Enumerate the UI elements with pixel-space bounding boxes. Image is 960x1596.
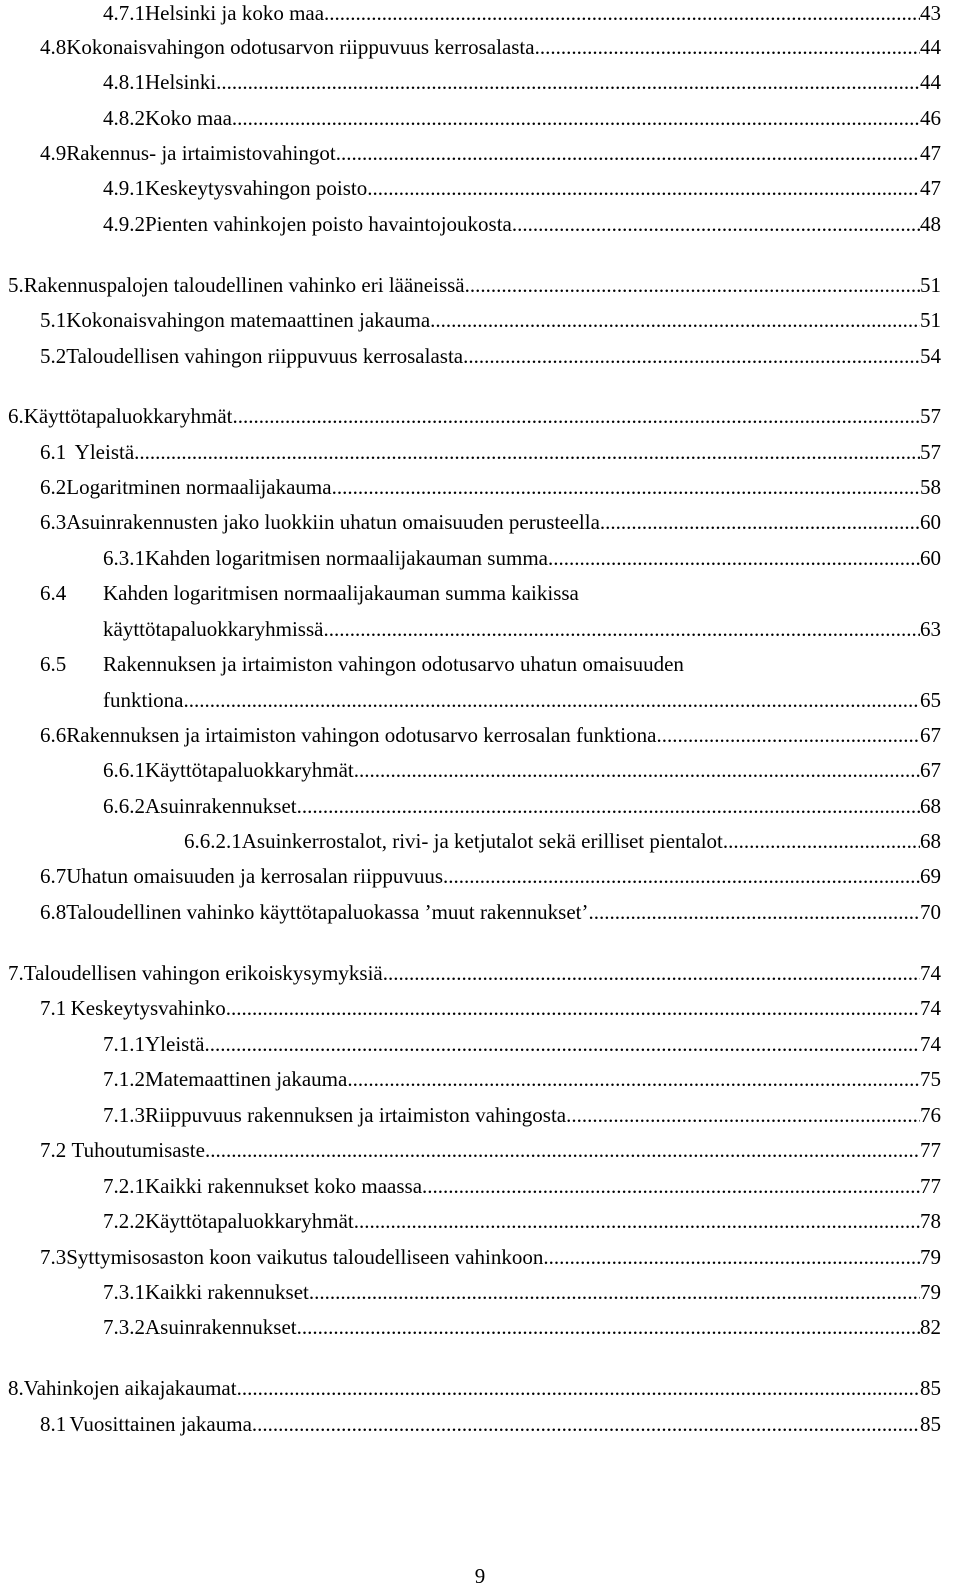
toc-entry [8, 960, 941, 986]
toc-entry [8, 1375, 941, 1401]
toc-entry-number: 7.2.2 [103, 1209, 145, 1233]
toc-entry-page: 74 [920, 1032, 941, 1056]
toc-leader-dots [465, 272, 920, 298]
toc-entry-number: 6.7 [40, 864, 67, 888]
toc-entry [103, 687, 941, 713]
toc-entry-title: Taloudellinen vahinko käyttötapaluokassa ’muut rakennukset’ [66, 900, 589, 924]
toc-entry [40, 439, 941, 465]
toc-entry-number: 5.2 [40, 344, 67, 368]
toc-entry-page: 63 [920, 617, 941, 641]
toc-entry-title: Uhatun omaisuuden ja kerrosalan riippuvuus [66, 864, 443, 888]
toc-entry [103, 211, 941, 237]
toc-entry-title: Kaikki rakennukset [145, 1280, 309, 1304]
toc-entry-number: 4.8.2 [103, 106, 145, 130]
toc-entry-first-line [40, 580, 579, 606]
toc-entry [8, 403, 941, 429]
toc-entry-title: Rakennuksen ja irtaimiston vahingon odotusarvo uhatun omaisuuden [103, 652, 684, 676]
toc-entry [103, 175, 941, 201]
toc-entry-number: 6. [8, 404, 24, 428]
toc-entry-page: 79 [920, 1245, 941, 1269]
toc-entry-number: 6.6 [40, 723, 67, 747]
toc-entry-title: Keskeytysvahingon poisto [145, 176, 368, 200]
toc-entry-number: 4.9 [40, 141, 67, 165]
toc-entry-page: 57 [920, 404, 941, 428]
toc-entry-first-line [40, 651, 684, 677]
toc-entry [103, 545, 941, 571]
toc-leader-dots [205, 1137, 920, 1163]
toc-entry-number: 7.1 [40, 996, 67, 1020]
toc-entry-page: 70 [920, 900, 941, 924]
toc-entry-title: Helsinki [145, 70, 217, 94]
toc-entry-number: 6.3.1 [103, 546, 145, 570]
toc-entry-page: 76 [920, 1103, 941, 1127]
toc-entry-title-continued: käyttötapaluokkaryhmissä [103, 617, 324, 641]
toc-leader-dots [233, 403, 920, 429]
toc-leader-dots [252, 1411, 920, 1437]
toc-entry-page: 60 [920, 510, 941, 534]
toc-entry [40, 863, 941, 889]
toc-leader-dots [204, 1031, 920, 1057]
toc-leader-dots [543, 1244, 920, 1270]
toc-entry-title: Vuosittainen jakauma [69, 1412, 252, 1436]
toc-entry [40, 1137, 941, 1163]
toc-entry-title: Yleistä [145, 1032, 205, 1056]
toc-entry [40, 474, 941, 500]
toc-entry-page: 44 [920, 70, 941, 94]
toc-entry-number: 7.2.1 [103, 1174, 145, 1198]
toc-entry-page: 47 [920, 176, 941, 200]
toc-entry-title: Keskeytysvahinko [70, 996, 226, 1020]
toc-entry-number: 6.6.1 [103, 758, 145, 782]
toc-entry-page: 85 [920, 1412, 941, 1436]
toc-entry [40, 722, 941, 748]
toc-entry-number: 4.8.1 [103, 70, 145, 94]
toc-entry-title: Käyttötapaluokkaryhmät [145, 758, 354, 782]
toc-entry-title: Kokonaisvahingon odotusarvon riippuvuus kerrosalasta [66, 35, 535, 59]
toc-leader-dots [134, 439, 920, 465]
toc-leader-dots [237, 1375, 920, 1401]
toc-leader-dots [723, 828, 920, 854]
toc-entry [103, 1279, 941, 1305]
toc-leader-dots [324, 0, 920, 26]
toc-entry-page: 79 [920, 1280, 941, 1304]
toc-leader-dots [183, 687, 920, 713]
toc-entry-number: 4.9.1 [103, 176, 145, 200]
toc-entry-page: 58 [920, 475, 941, 499]
toc-leader-dots [383, 960, 920, 986]
toc-leader-dots [332, 474, 920, 500]
toc-entry-title: Kokonaisvahingon matemaattinen jakauma [66, 308, 431, 332]
toc-entry-page: 68 [920, 794, 941, 818]
toc-entry-number: 5. [8, 273, 24, 297]
toc-entry-number: 7.1.1 [103, 1032, 145, 1056]
toc-leader-dots [566, 1102, 920, 1128]
toc-entry-page: 54 [920, 344, 941, 368]
toc-entry-title: Vahinkojen aikajakaumat [23, 1376, 237, 1400]
toc-entry-page: 82 [920, 1315, 941, 1339]
toc-entry-page: 85 [920, 1376, 941, 1400]
toc-leader-dots [216, 69, 920, 95]
toc-leader-dots [226, 995, 920, 1021]
toc-leader-dots [430, 307, 920, 333]
toc-entry [40, 34, 941, 60]
toc-entry-number: 6.6.2.1 [184, 829, 242, 853]
toc-entry-number: 4.7.1 [103, 1, 145, 25]
toc-entry-title: Rakennuspalojen taloudellinen vahinko eri lääneissä [23, 273, 465, 297]
toc-entry-page: 60 [920, 546, 941, 570]
toc-entry-title: Helsinki ja koko maa [145, 1, 325, 25]
toc-entry [103, 1031, 941, 1057]
toc-entry-title: Syttymisosaston koon vaikutus taloudelliseen vahinkoon [66, 1245, 544, 1269]
toc-entry [103, 1173, 941, 1199]
toc-entry [40, 307, 941, 333]
toc-entry-page: 74 [920, 961, 941, 985]
toc-leader-dots [323, 616, 920, 642]
toc-entry [103, 0, 941, 26]
toc-entry [40, 1411, 941, 1437]
toc-entry [40, 1244, 941, 1270]
toc-leader-dots [367, 175, 920, 201]
toc-entry-number: 8.1 [40, 1412, 67, 1436]
toc-entry-page: 67 [920, 723, 941, 747]
toc-entry-page: 65 [920, 688, 941, 712]
toc-entry-number: 6.4 [40, 581, 67, 605]
toc-entry-title: Asuinrakennukset [145, 1315, 297, 1339]
toc-entry [40, 509, 941, 535]
toc-entry-title: Kaikki rakennukset koko maassa [145, 1174, 423, 1198]
toc-entry-number: 6.8 [40, 900, 67, 924]
toc-entry-number: 7.3.1 [103, 1280, 145, 1304]
toc-entry-page: 46 [920, 106, 941, 130]
toc-leader-dots [588, 899, 920, 925]
toc-entry [184, 828, 941, 854]
toc-leader-dots [535, 34, 920, 60]
toc-entry-page: 77 [920, 1138, 941, 1162]
toc-entry-number: 7.1.3 [103, 1103, 145, 1127]
toc-entry-title: Riippuvuus rakennuksen ja irtaimiston vahingosta [145, 1103, 567, 1127]
toc-entry-number: 7.3 [40, 1245, 67, 1269]
toc-entry-title: Käyttötapaluokkaryhmät [145, 1209, 354, 1233]
toc-entry [103, 616, 941, 642]
toc-entry-title: Asuinkerrostalot, rivi- ja ketjutalot sekä erilliset pientalot [241, 829, 723, 853]
toc-leader-dots [512, 211, 920, 237]
toc-leader-dots [232, 105, 920, 131]
toc-entry-page: 69 [920, 864, 941, 888]
toc-entry-title: Rakennus- ja irtaimistovahingot [66, 141, 336, 165]
toc-entry-page: 51 [920, 273, 941, 297]
toc-entry-page: 78 [920, 1209, 941, 1233]
toc-entry [40, 140, 941, 166]
toc-entry [103, 105, 941, 131]
toc-entry-page: 57 [920, 440, 941, 464]
toc-entry-number: 5.1 [40, 308, 67, 332]
toc-entry-page: 67 [920, 758, 941, 782]
toc-entry-number: 7.1.2 [103, 1067, 145, 1091]
toc-entry [103, 1314, 941, 1340]
toc-entry-title: Kahden logaritmisen normaalijakauman summa kaikissa [103, 581, 579, 605]
toc-entry [40, 343, 941, 369]
toc-leader-dots [548, 545, 920, 571]
toc-entry-number: 4.8 [40, 35, 67, 59]
toc-entry-number: 8. [8, 1376, 24, 1400]
toc-leader-dots [656, 722, 920, 748]
toc-entry-number: 6.6.2 [103, 794, 145, 818]
toc-entry [40, 995, 941, 1021]
toc-entry [103, 1208, 941, 1234]
toc-leader-dots [463, 343, 920, 369]
toc-leader-dots [600, 509, 920, 535]
toc-entry-number: 7.3.2 [103, 1315, 145, 1339]
toc-entry-page: 44 [920, 35, 941, 59]
toc-entry-number: 6.5 [40, 652, 67, 676]
toc-entry-number: 6.2 [40, 475, 67, 499]
toc-leader-dots [354, 757, 920, 783]
toc-entry-title: Logaritminen normaalijakauma [66, 475, 332, 499]
toc-entry-title: Käyttötapaluokkaryhmät [23, 404, 233, 428]
page-number: 9 [474, 1564, 486, 1588]
toc-entry-title-continued: funktiona [103, 688, 184, 712]
toc-entry-page: 48 [920, 212, 941, 236]
toc-entry-title: Matemaattinen jakauma [145, 1067, 348, 1091]
toc-leader-dots [443, 863, 920, 889]
toc-entry [8, 272, 941, 298]
toc-entry-number: 7.2 [40, 1138, 67, 1162]
toc-entry-page: 77 [920, 1174, 941, 1198]
toc-entry-title: Tuhoutumisaste [71, 1138, 205, 1162]
toc-entry-title: Asuinrakennukset [145, 794, 297, 818]
toc-entry-title: Kahden logaritmisen normaalijakauman summa [145, 546, 548, 570]
toc-leader-dots [309, 1279, 920, 1305]
toc-entry-page: 75 [920, 1067, 941, 1091]
toc-leader-dots [422, 1173, 920, 1199]
toc-entry-title: Rakennuksen ja irtaimiston vahingon odotusarvo kerrosalan funktiona [66, 723, 657, 747]
toc-leader-dots [336, 140, 920, 166]
toc-entry-page: 47 [920, 141, 941, 165]
toc-entry-page: 74 [920, 996, 941, 1020]
toc-entry-title: Taloudellisen vahingon erikoiskysymyksiä [23, 961, 383, 985]
toc-entry [103, 1102, 941, 1128]
toc-entry [103, 757, 941, 783]
toc-entry-number: 4.9.2 [103, 212, 145, 236]
toc-entry-number: 7. [8, 961, 24, 985]
toc-entry-page: 43 [920, 1, 941, 25]
toc-entry-title: Yleistä [74, 440, 135, 464]
toc-entry-title: Taloudellisen vahingon riippuvuus kerrosalasta [66, 344, 464, 368]
toc-entry-number: 6.1 [40, 440, 67, 464]
toc-leader-dots [297, 1314, 920, 1340]
toc-entry [103, 1066, 941, 1092]
toc-entry [103, 793, 941, 819]
toc-entry-title: Pienten vahinkojen poisto havaintojoukosta [145, 212, 512, 236]
toc-leader-dots [347, 1066, 920, 1092]
toc-entry [103, 69, 941, 95]
toc-entry-page: 51 [920, 308, 941, 332]
toc-entry-title: Asuinrakennusten jako luokkiin uhatun omaisuuden perusteella [66, 510, 600, 534]
toc-entry-number: 6.3 [40, 510, 67, 534]
toc-entry [40, 899, 941, 925]
toc-leader-dots [297, 793, 920, 819]
toc-entry-title: Koko maa [145, 106, 232, 130]
toc-entry-page: 68 [920, 829, 941, 853]
toc-leader-dots [354, 1208, 920, 1234]
